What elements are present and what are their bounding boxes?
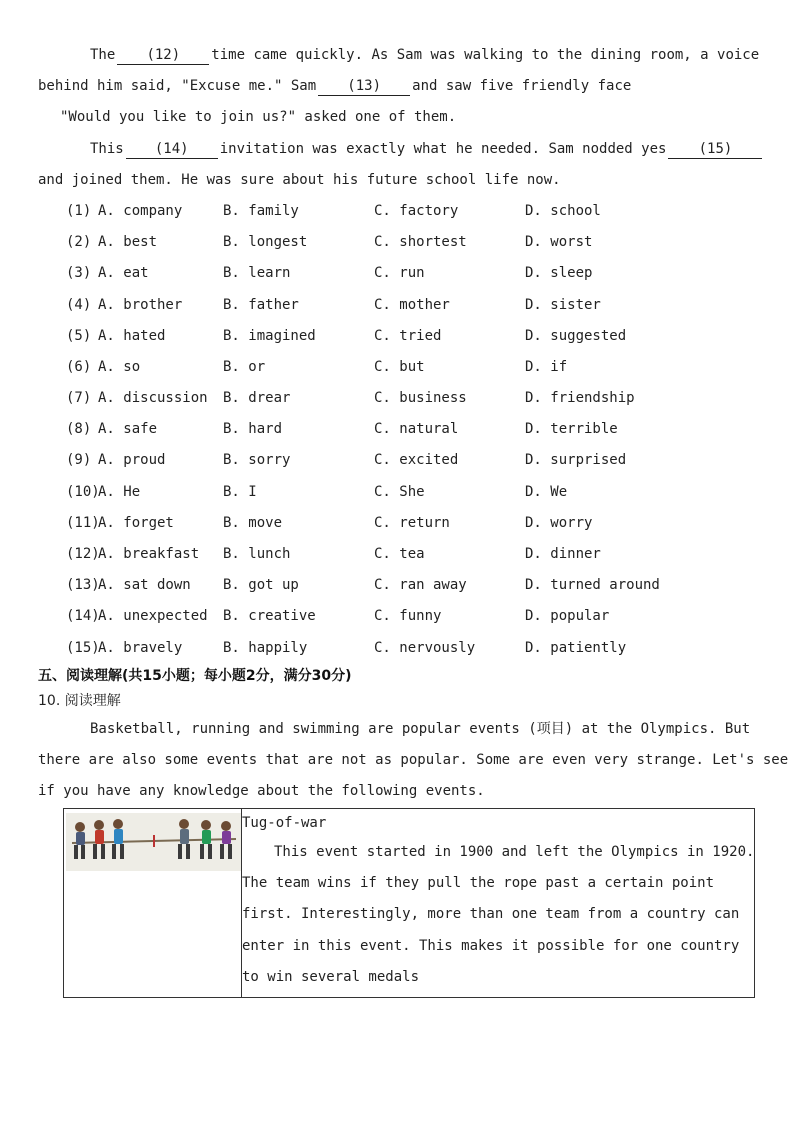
options-list [38,196,750,664]
option-c[interactable]: C. ran away [374,577,467,594]
cloze-line-1 [38,40,760,71]
event-text-line: first. Interestingly, more than one team from a country can [242,906,740,923]
question-number: (3) [66,265,92,282]
event-text-line: The team wins if they pull the rope past a certain point [242,875,715,892]
cloze-text: time came quickly. As Sam was walking to the dining room, a voice [211,47,760,63]
event-text-line: to win several medals [242,968,420,985]
option-a[interactable]: A. bravely [98,639,183,656]
option-row [38,445,750,476]
option-d[interactable]: D. popular [525,608,610,625]
option-d[interactable]: D. if [525,358,568,375]
option-c[interactable]: C. funny [374,608,442,625]
option-d[interactable]: D. sleep [525,265,593,282]
question-number: (5) [66,327,92,344]
option-c[interactable]: C. but [374,358,425,375]
option-c[interactable]: C. business [374,390,467,407]
option-d[interactable]: D. We [525,483,568,500]
option-b[interactable]: B. hard [223,421,283,438]
reading-intro-line: if you have any knowledge about the following events. [38,783,485,800]
option-a[interactable]: A. so [98,358,141,375]
option-row [38,414,750,445]
option-b[interactable]: B. family [223,202,299,219]
worksheet-page [38,40,789,985]
option-row [38,196,750,227]
option-c[interactable]: C. natural [374,421,459,438]
cloze-text: invitation was exactly what he needed. Sam nodded yes [219,140,667,157]
option-c[interactable]: C. tried [374,327,442,344]
option-d[interactable]: D. terrible [525,421,618,438]
option-row [38,508,750,539]
question-number: (9) [66,452,92,469]
option-a[interactable]: A. breakfast [98,546,200,562]
cloze-text: This [90,140,124,157]
option-a[interactable]: A. best [98,234,158,251]
question-number: (10) [66,483,100,500]
option-a[interactable]: A. proud [98,452,166,469]
question-number: (2) [66,234,92,251]
tug-of-war-icon [66,813,241,871]
question-number: (12) [66,546,100,562]
question-number: (6) [66,358,92,375]
option-c[interactable]: C. factory [374,202,459,219]
question-number: (7) [66,390,92,407]
tug-of-war-illustration [66,813,241,871]
option-a[interactable]: A. unexpected [98,608,208,625]
option-c[interactable]: C. run [374,265,425,282]
question-number: (11) [66,514,100,531]
blank-12[interactable]: (12) [117,46,209,65]
option-a[interactable]: A. eat [98,265,149,282]
event-title: Tug-of-war [242,815,327,831]
option-c[interactable]: C. She [374,483,425,500]
cloze-text: and joined them. He was sure about his future school life now. [38,171,561,188]
blank-13[interactable]: (13) [318,77,410,96]
reading-intro-line: Basketball, running and swimming are popular events (项目) at the Olympics. But [90,720,751,737]
question-title: 10. 阅读理解 [38,692,121,709]
blank-15[interactable]: (15) [668,140,762,159]
option-a[interactable]: A. safe [98,421,158,438]
option-b[interactable]: B. move [223,514,283,531]
reading-intro-line: there are also some events that are not as popular. Some are even very strange. Let's see [38,751,789,768]
event-row [64,809,755,998]
event-text-line: enter in this event. This makes it possible for one country [242,937,740,954]
option-d[interactable]: D. friendship [525,390,635,407]
option-c[interactable]: C. nervously [374,639,476,656]
option-c[interactable]: C. return [374,514,450,531]
cloze-text: and saw five friendly face [412,78,632,95]
option-d[interactable]: D. worst [525,234,593,251]
events-table [63,808,755,998]
question-number: (4) [66,296,92,313]
option-row [38,321,750,352]
question-number: (8) [66,421,92,438]
option-b[interactable]: B. lunch [223,546,291,562]
section-title: 五、阅读理解(共15小题；每小题2分，满分30分) [38,667,352,684]
option-b[interactable]: B. got up [223,577,299,594]
option-b[interactable]: B. learn [223,265,291,282]
option-b[interactable]: B. imagined [223,327,316,344]
option-d[interactable]: D. sister [525,296,601,313]
option-b[interactable]: B. sorry [223,452,291,469]
option-d[interactable]: D. school [525,202,601,219]
option-row [38,383,750,414]
option-a[interactable]: A. sat down [98,577,191,594]
question-number: (15) [66,639,100,656]
event-text-line: This event started in 1900 and left the Olympics in 1920. [274,844,755,860]
option-c[interactable]: C. shortest [374,234,467,251]
option-a[interactable]: A. forget [98,514,174,531]
cloze-line-5 [38,165,750,196]
cloze-line-4 [38,134,750,165]
event-description-cell [242,809,755,998]
question-number: (1) [66,202,92,219]
option-c[interactable]: C. tea [374,546,425,562]
option-row [38,477,750,508]
cloze-line-3 [38,102,750,133]
option-b[interactable]: B. happily [223,639,308,656]
cloze-text: behind him said, "Excuse me." Sam [38,78,317,95]
option-row [38,570,750,601]
option-c[interactable]: C. excited [374,452,459,469]
option-row [38,539,750,570]
option-row [38,227,750,258]
option-a[interactable]: A. He [98,483,141,500]
cloze-text: The [90,47,116,63]
option-d[interactable]: D. turned around [525,577,660,594]
option-row [38,633,750,664]
option-b[interactable]: B. I [223,483,257,500]
option-d[interactable]: D. surprised [525,452,627,469]
option-d[interactable]: D. worry [525,514,593,531]
cloze-line-2 [38,71,750,102]
option-a[interactable]: A. brother [98,296,183,313]
option-b[interactable]: B. or [223,358,266,375]
option-b[interactable]: B. creative [223,608,316,625]
event-image-cell [64,809,242,998]
option-a[interactable]: A. company [98,202,183,219]
option-c[interactable]: C. mother [374,296,450,313]
option-row [38,258,750,289]
option-a[interactable]: A. discussion [98,390,208,407]
option-row [38,352,750,383]
option-b[interactable]: B. longest [223,234,308,251]
option-d[interactable]: D. dinner [525,546,601,562]
blank-14[interactable]: (14) [126,140,218,159]
option-d[interactable]: D. patiently [525,639,627,656]
cloze-text: "Would you like to join us?" asked one of them. [60,109,457,126]
option-row [38,290,750,321]
option-d[interactable]: D. suggested [525,327,627,344]
question-number: (14) [66,608,100,625]
option-b[interactable]: B. father [223,296,299,313]
option-a[interactable]: A. hated [98,327,166,344]
option-b[interactable]: B. drear [223,390,291,407]
question-number: (13) [66,577,100,594]
option-row [38,601,750,632]
